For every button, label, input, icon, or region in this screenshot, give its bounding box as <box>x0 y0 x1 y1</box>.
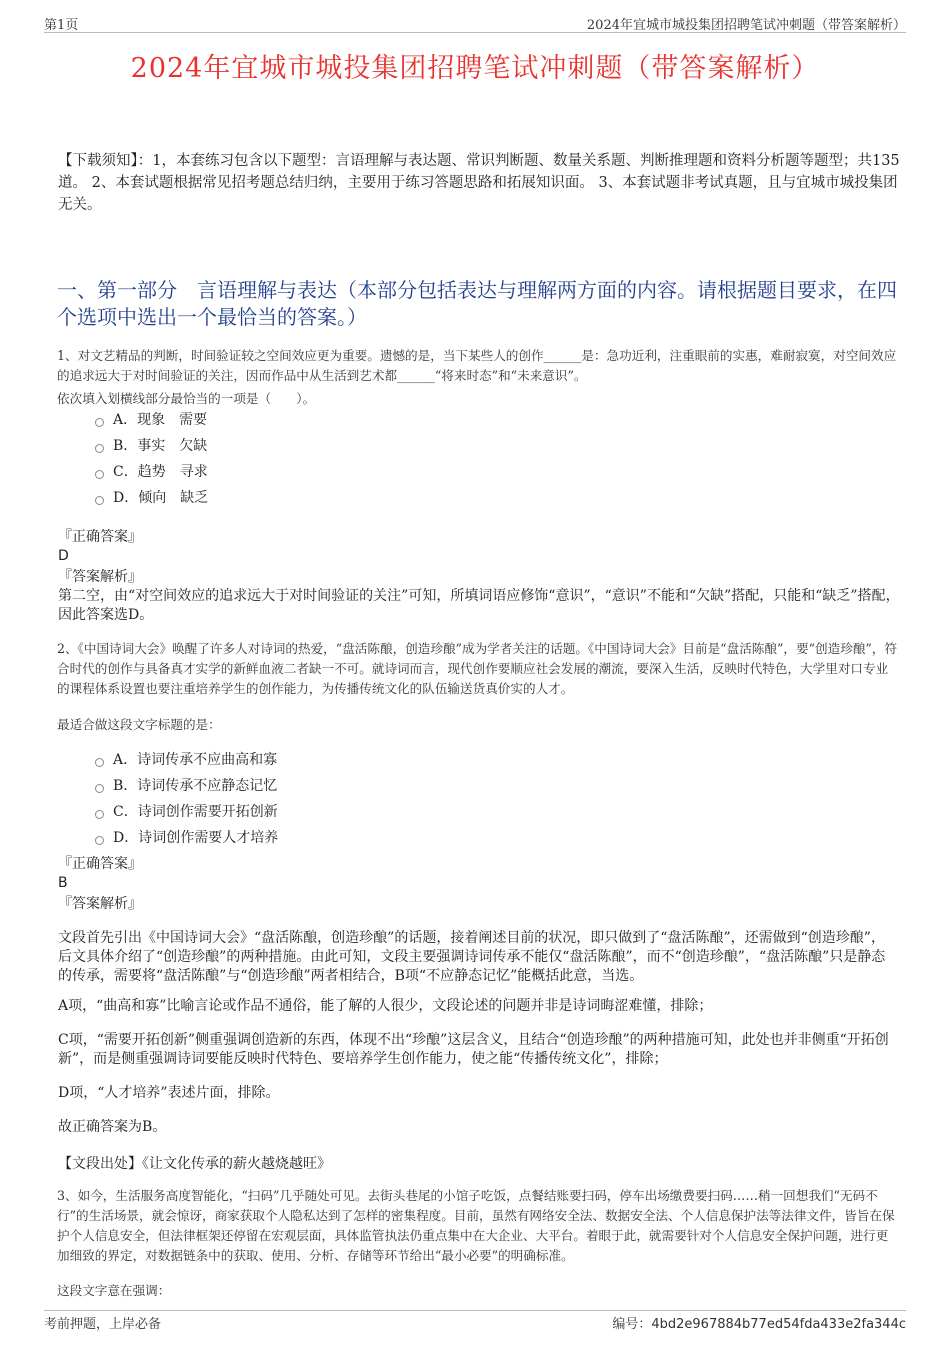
radio-icon[interactable] <box>95 496 104 505</box>
option-label: A．现象 需要 <box>113 412 208 428</box>
option-label: C．趋势 寻求 <box>113 464 208 480</box>
option-c[interactable] <box>95 458 208 484</box>
correct-answer: B <box>58 875 68 891</box>
section-heading: 一、第一部分 言语理解与表达（本部分包括表达与理解两方面的内容。请根据题目要求，在四个选项中选出一个最恰当的答案。） <box>57 278 897 329</box>
footer-divider <box>44 1310 906 1311</box>
analysis-paragraph: D项，“人才培养”表述片面，排除。 <box>58 1085 280 1101</box>
question-1-analysis: 第二空，由“对空间效应的追求远大于对时间验证的关注”可知，所填词语应修饰“意识”，“意识”不能和“欠缺”搭配，只能和“缺乏”搭配，因此答案选D。 <box>58 588 900 623</box>
passage-source: 【文段出处】《让文化传承的薪火越烧越旺》 <box>58 1156 331 1172</box>
analysis-paragraph: C项，“需要开拓创新”侧重强调创造新的东西，体现不出“珍酿”这层含义，且结合“创造珍酿”的两种措施可知，此处也并非侧重“开拓创新”，而是侧重强调诗词要能反映时代特色、要培养学生创作能力，使之能“传播传统文化”，排除； <box>58 1032 889 1067</box>
question-3-text: 3、如今，生活服务高度智能化，“扫码”几乎随处可见。去街头巷尾的小馆子吃饭，点餐结账要扫码，停车出场缴费要扫码……稍一回想我们“无码不行”的生活场景，就会惊讶，商家获取个人隐私达到了怎样的密集程度。目前，虽然有网络安全法、数据安全法、个人信息保护法等法律文件，皆旨在保护个人信息安全，但法律框架还停留在宏观层面，具体监管执法仍重点集中在大企业、大平台。着眼于此，就需要针对个人信息安全保护问题，进行更加细致的界定，对数据链条中的获取、使用、分析、存储等环节给出“最小必要”的明确标准。 <box>57 1188 895 1263</box>
option-d[interactable] <box>95 484 208 510</box>
question-2-instruction: 最适合做这段文字标题的是： <box>57 717 221 732</box>
radio-icon[interactable] <box>95 758 104 767</box>
page-number: 第1页 <box>44 18 79 33</box>
option-a[interactable] <box>95 746 278 772</box>
correct-answer-label: 『正确答案』 <box>58 529 142 545</box>
header-divider <box>44 32 906 33</box>
document-code <box>612 1313 906 1332</box>
header-doc-title: 2024年宜城市城投集团招聘笔试冲刺题（带答案解析） <box>586 18 906 33</box>
option-label: C．诗词创作需要开拓创新 <box>113 804 278 820</box>
option-label: A．诗词传承不应曲高和寡 <box>113 752 278 768</box>
analysis-paragraph: A项，“曲高和寡”比喻言论或作品不通俗，能了解的人很少，文段论述的问题并非是诗词晦涩难懂，排除； <box>58 998 713 1014</box>
download-notice: 【下载须知】：1，本套练习包含以下题型：言语理解与表达题、常识判断题、数量关系题、判断推理题和资料分析题等题型；共135道。 2、本套试题根据常见招考题总结归纳，主要用于练习答题思路和拓展知识面。 3、本套试题非考试真题，且与宜城市城投集团无关。 <box>58 153 900 213</box>
question-1-instruction: 依次填入划横线部分最恰当的一项是（ ）。 <box>57 391 316 406</box>
option-d[interactable] <box>95 824 278 850</box>
option-b[interactable] <box>95 432 208 458</box>
analysis-label: 『答案解析』 <box>58 569 142 585</box>
option-b[interactable] <box>95 772 278 798</box>
option-a[interactable] <box>95 406 208 432</box>
correct-answer: D <box>58 548 69 564</box>
analysis-label: 『答案解析』 <box>58 896 142 912</box>
question-1-text: 1、对文艺精品的判断，时间验证较之空间效应更为重要。遗憾的是，当下某些人的创作______是：急功近利，注重眼前的实惠，难耐寂寞，对空间效应的追求远大于对时间验证的关注，因而作品中从生活到艺术都______“将来时态”和“未来意识”。 <box>57 348 897 383</box>
radio-icon[interactable] <box>95 810 104 819</box>
option-label: B．事实 欠缺 <box>113 438 208 454</box>
radio-icon[interactable] <box>95 470 104 479</box>
question-1-options <box>95 406 208 510</box>
option-c[interactable] <box>95 798 278 824</box>
radio-icon[interactable] <box>95 784 104 793</box>
radio-icon[interactable] <box>95 836 104 845</box>
document-code-value: 4bd2e967884b77ed54fda433e2fa344c <box>651 1317 906 1332</box>
radio-icon[interactable] <box>95 418 104 427</box>
option-label: D．诗词创作需要人才培养 <box>113 830 279 846</box>
question-2-text: 2、《中国诗词大会》唤醒了许多人对诗词的热爱，“盘活陈酿，创造珍酿”成为学者关注的话题。《中国诗词大会》目前是“盘活陈酿”，要“创造珍酿”，符合时代的创作与具备真才实学的新鲜血液二者缺一不可。就诗词而言，现代创作要顺应社会发展的潮流，要深入生活，反映时代特色，大学里对口专业的课程体系设置也要注重培养学生的创作能力，为传播传统文化的队伍输送货真价实的人才。 <box>57 641 898 696</box>
radio-icon[interactable] <box>95 444 104 453</box>
page-title: 2024年宜城市城投集团招聘笔试冲刺题（带答案解析） <box>130 53 820 84</box>
analysis-paragraph: 文段首先引出《中国诗词大会》“盘活陈酿，创造珍酿”的话题，接着阐述目前的状况，即只做到了“盘活陈酿”，还需做到“创造珍酿”，后文具体介绍了“创造珍酿”的两种措施。由此可知，文段主要强调诗词传承不能仅“盘活陈酿”，而不“创造珍酿”，“盘活陈酿”只是静态的传承，需要将“盘活陈酿”与“创造珍酿”两者相结合，B项“不应静态记忆”能概括此意，当选。 <box>58 930 886 984</box>
option-label: B．诗词传承不应静态记忆 <box>113 778 278 794</box>
question-2-options <box>95 746 278 850</box>
footer-slogan: 考前押题，上岸必备 <box>44 1317 162 1332</box>
option-label: D．倾向 缺乏 <box>113 490 209 506</box>
document-code-label: 编号： <box>612 1317 652 1332</box>
question-3-instruction: 这段文字意在强调： <box>57 1283 171 1298</box>
analysis-conclusion: 故正确答案为B。 <box>58 1119 167 1135</box>
correct-answer-label: 『正确答案』 <box>58 856 142 872</box>
